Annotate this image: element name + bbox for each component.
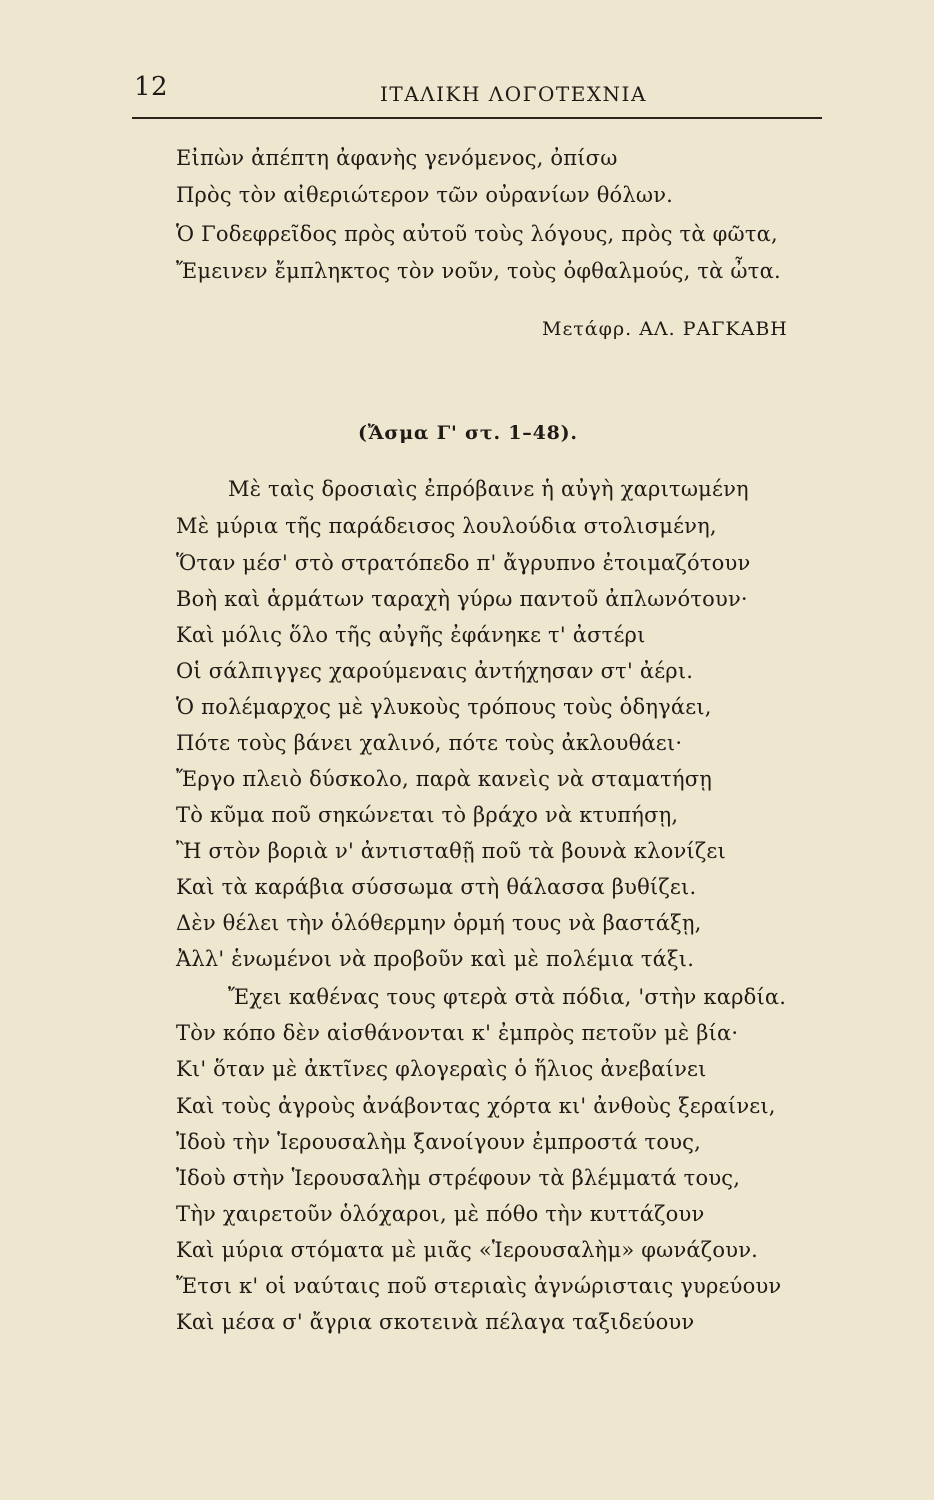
header-rule: [132, 117, 822, 119]
verse-line: Ὁ Γοδεφρεῖδος πρὸς αὐτοῦ τοὺς λόγους, πρὸς τὰ φῶτα,: [176, 222, 778, 246]
verse-line: Ἔχει καθένας τους φτερὰ στὰ πόδια, 'στὴν καρδία.: [228, 985, 787, 1009]
verse-line: Ὁ πολέμαρχος μὲ γλυκοὺς τρόπους τοὺς ὁδηγάει,: [176, 695, 712, 719]
verse-line: Οἱ σάλπιγγες χαρούμεναις ἀντήχησαν στ' ἀέρι.: [176, 659, 694, 683]
verse-line: Μὲ μύρια τῆς παράδεισος λουλούδια στολισμένη,: [176, 514, 717, 538]
running-title: ΙΤΑΛΙΚΗ ΛΟΓΟΤΕΧΝΙΑ: [380, 82, 647, 106]
verse-line: Μὲ ταὶς δροσιαὶς ἐπρόβαινε ἡ αὐγὴ χαριτωμένη: [228, 477, 749, 501]
verse-line: Ἰδοὺ τὴν Ἱερουσαλὴμ ξανοίγουν ἐμπροστά τους,: [176, 1130, 702, 1154]
verse-line: Ἔργο πλειὸ δύσκολο, παρὰ κανεὶς νὰ σταματήσῃ: [176, 767, 713, 791]
verse-line: Ἔμεινεν ἔμπληκτος τὸν νοῦν, τοὺς ὀφθαλμούς, τὰ ὦτα.: [176, 259, 781, 283]
verse-line: Καὶ μύρια στόματα μὲ μιᾶς «Ἱερουσαλὴμ» φωνάζουν.: [176, 1238, 759, 1262]
verse-line: Τὸ κῦμα ποῦ σηκώνεται τὸ βράχο νὰ κτυπήσῃ,: [176, 803, 679, 827]
verse-line: Βοὴ καὶ ἁρμάτων ταραχὴ γύρω παντοῦ ἀπλωνότουν·: [176, 587, 748, 611]
verse-line: Ὅταν μέσ' στὸ στρατόπεδο π' ἄγρυπνο ἐτοιμαζότουν: [176, 551, 751, 575]
verse-line: Δὲν θέλει τὴν ὁλόθερμην ὁρμή τους νὰ βαστάξῃ,: [176, 911, 702, 935]
verse-line: Ἀλλ' ἑνωμένοι νὰ προβοῦν καὶ μὲ πολέμια τάξι.: [176, 947, 695, 971]
verse-line: Καὶ τοὺς ἀγροὺς ἀνάβοντας χόρτα κι' ἀνθοὺς ξεραίνει,: [176, 1094, 776, 1118]
verse-line: Καὶ τὰ καράβια σύσσωμα στὴ θάλασσα βυθίζει.: [176, 875, 697, 899]
section-heading: (Ἄσμα Γ' στ. 1–48).: [358, 422, 578, 444]
verse-line: Τὸν κόπο δὲν αἰσθάνονται κ' ἐμπρὸς πετοῦν μὲ βία·: [176, 1021, 739, 1045]
page-number: 12: [134, 72, 169, 102]
verse-line: Πρὸς τὸν αἰθεριώτερον τῶν οὐρανίων θόλων.: [176, 183, 674, 207]
verse-line: Καὶ μόλις ὅλο τῆς αὐγῆς ἐφάνηκε τ' ἀστέρι: [176, 623, 646, 647]
verse-line: Ἢ στὸν βοριὰ ν' ἀντισταθῇ ποῦ τὰ βουνὰ κλονίζει: [176, 839, 726, 863]
verse-line: Τὴν χαιρετοῦν ὁλόχαροι, μὲ πόθο τὴν κυττάζουν: [176, 1202, 705, 1226]
verse-line: Εἰπὼν ἀπέπτη ἀφανὴς γενόμενος, ὀπίσω: [176, 146, 618, 170]
verse-line: Κι' ὅταν μὲ ἀκτῖνες φλογεραὶς ὁ ἥλιος ἀνεβαίνει: [176, 1057, 707, 1081]
translator-credit: Μετάφρ. ΑΛ. ΡΑΓΚΑΒΗ: [542, 318, 788, 340]
verse-line: Πότε τοὺς βάνει χαλινό, πότε τοὺς ἀκλουθάει·: [176, 731, 683, 755]
verse-line: Καὶ μέσα σ' ἄγρια σκοτεινὰ πέλαγα ταξιδεύουν: [176, 1310, 695, 1334]
verse-line: Ἔτσι κ' οἱ ναύταις ποῦ στεριαὶς ἀγνώρισταις γυρεύουν: [176, 1274, 782, 1298]
verse-line: Ἰδοὺ στὴν Ἱερουσαλὴμ στρέφουν τὰ βλέμματά τους,: [176, 1166, 741, 1190]
